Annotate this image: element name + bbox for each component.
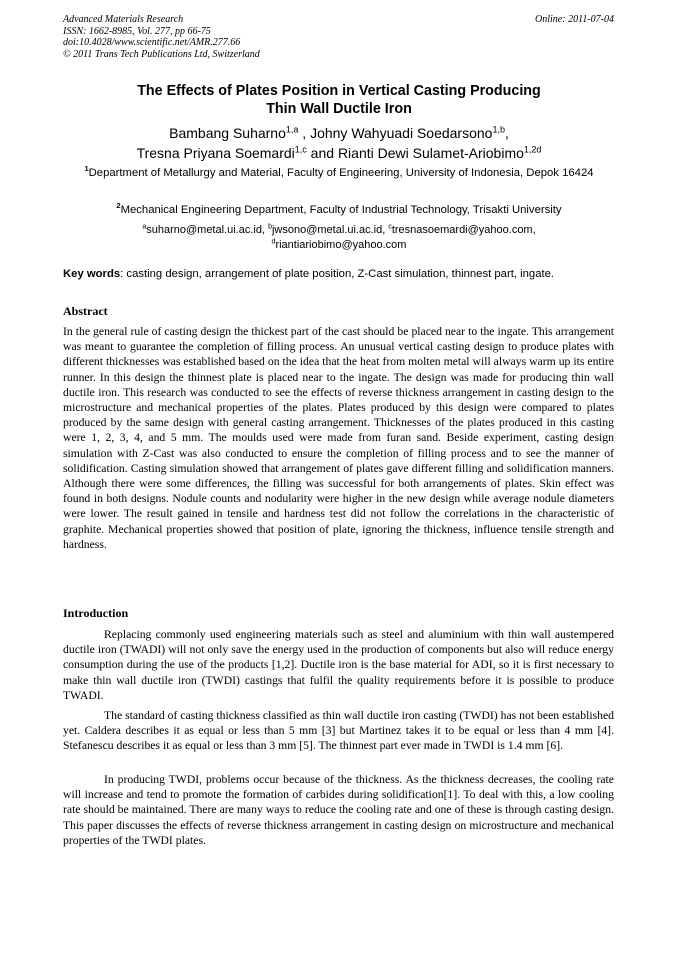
introduction-paragraph-3: In producing TWDI, problems occur because of the thickness. As the thickness decreases, the cooling rate will increase and tend to promote the formation of carbides during solidification[1]. To deal with this, a low cooling rate should be maintained. There are many ways to reduce the cooling rate and one of these is through casting design. This paper discusses the effects of reverse thickness arrangement in casting design on microstructure and mechanical properties of the TWDI plates. [63,773,614,847]
author-list [60,123,618,163]
abstract-heading: Abstract [63,304,108,318]
author-superscript: 1,a [285,124,299,135]
affiliation-1 [66,166,612,181]
copyright-line: © 2011 Trans Tech Publications Ltd, Switzerland [63,48,260,60]
journal-name: Advanced Materials Research [63,14,184,25]
email-address: tresnasoemardi@yahoo.com, [391,224,536,236]
introduction-paragraph-1: Replacing commonly used engineering materials such as steel and aluminium with thin wall austempered ductile iron (TWADI) will not only save the energy used in the production of components but also will reduce energy consumption during the use of the products [1,2]. Ductile iron is the base material for ADI, so it is first necessary to make thin wall ductile iron (TWDI) castings that fulfil the quality requirements before it is possible to produce TWADI. [63,628,614,702]
title-line-1: The Effects of Plates Position in Vertical Casting Producing [137,83,541,99]
author-name: Bambang Suharno [169,125,286,141]
doi-line: doi:10.4028/www.scientific.net/AMR.277.66 [63,37,241,48]
author-line-2 [60,143,618,163]
email-marker: a [142,223,147,231]
affiliation-2 [66,203,612,218]
affiliation-number: 2 [116,201,121,211]
affiliation-text: Mechanical Engineering Department, Faculty of Industrial Technology, Trisakti University [120,204,562,216]
introduction-paragraph-2: The standard of casting thickness classified as thin wall ductile iron casting (TWDI) has not been established yet. Caldera describes it as equal or less than 5 mm [3] but Martinez takes it to be equal or less than 4 mm [4]. Stefanescu describes it as equal or less than 3 mm [5]. The thinnest part ever made in TWDI is 1.4 mm [6]. [63,709,614,753]
email-line-1 [66,223,612,238]
email-marker: d [271,238,276,246]
email-marker: b [268,223,272,231]
introduction-heading: Introduction [63,606,129,620]
author-name: Tresna Priyana Soemardi [136,145,295,161]
affiliation-text: Department of Metallurgy and Material, Faculty of Engineering, University of Indonesia, Depok 16424 [88,167,594,179]
issn-line: ISSN: 1662-8985, Vol. 277, pp 66-75 [63,25,211,37]
email-address: jwsono@metal.ui.ac.id, [271,224,389,236]
email-list [66,223,612,253]
author-separator: and [306,145,338,161]
online-date: Online: 2011-07-04 [535,14,614,25]
email-marker: c [388,223,392,231]
author-superscript: 1,b [492,124,505,135]
author-separator: , [504,125,509,141]
author-superscript: 1,2d [523,144,542,155]
title-line-2: Thin Wall Ductile Iron [266,101,412,117]
email-line-2 [66,238,612,253]
email-address: suharno@metal.ui.ac.id, [146,224,269,236]
journal-header [63,14,260,60]
author-name: Johny Wahyuadi Soedarsono [310,125,493,141]
paper-title [80,82,598,118]
keywords-label: Key words [63,268,121,280]
keywords-text: : casting design, arrangement of plate position, Z-Cast simulation, thinnest part, ingate. [120,268,555,280]
affiliation-number: 1 [84,164,89,174]
author-superscript: 1,c [294,144,307,155]
keywords [63,267,615,282]
author-name: Rianti Dewi Sulamet-Ariobimo [337,145,524,161]
author-separator: , [298,125,311,141]
abstract-text: In the general rule of casting design the thickest part of the cast should be placed near to the ingate. This arrangement was meant to guarantee the completion of filling process. An unusual vertical casting design to produce plates with different thicknesses was established based on the idea that the heat from molten metal will always warm up its entire runner. In this design the thinnest plate is placed near to the ingate. The design was made for producing thin wall ductile iron. This research was conducted to see the effects of reverse thickness arrangement in casting design to the microstructure and mechanical properties of the plates. Plates produced by this design were compared to plates produced by the same design with general casting arrangement. Thicknesses of the plates produced in this casting were 1, 2, 3, 4, and 5 mm. The moulds used were made from furan sand. Beside experiment, casting design simulation with Z-Cast was also conducted to ensure the completion of filling process and to see the manner of solidification. Casting simulation showed that arrangement of plates gave different filling and solidification manners. Although there were some differences, the filling was successful for both arrangements of plates. Skin effect was found in both designs. Nodule counts and nodularity were higher in the new design while average nodule diameters were lower. The result gained in tensile and hardness test did not follow the correlations in the characteristic of graphite. Mechanical properties showed that position of plate, ignoring the thickness, influence tensile strength and hardness. [63,325,614,551]
email-address: riantiariobimo@yahoo.com [275,239,407,251]
author-line-1 [60,123,618,143]
